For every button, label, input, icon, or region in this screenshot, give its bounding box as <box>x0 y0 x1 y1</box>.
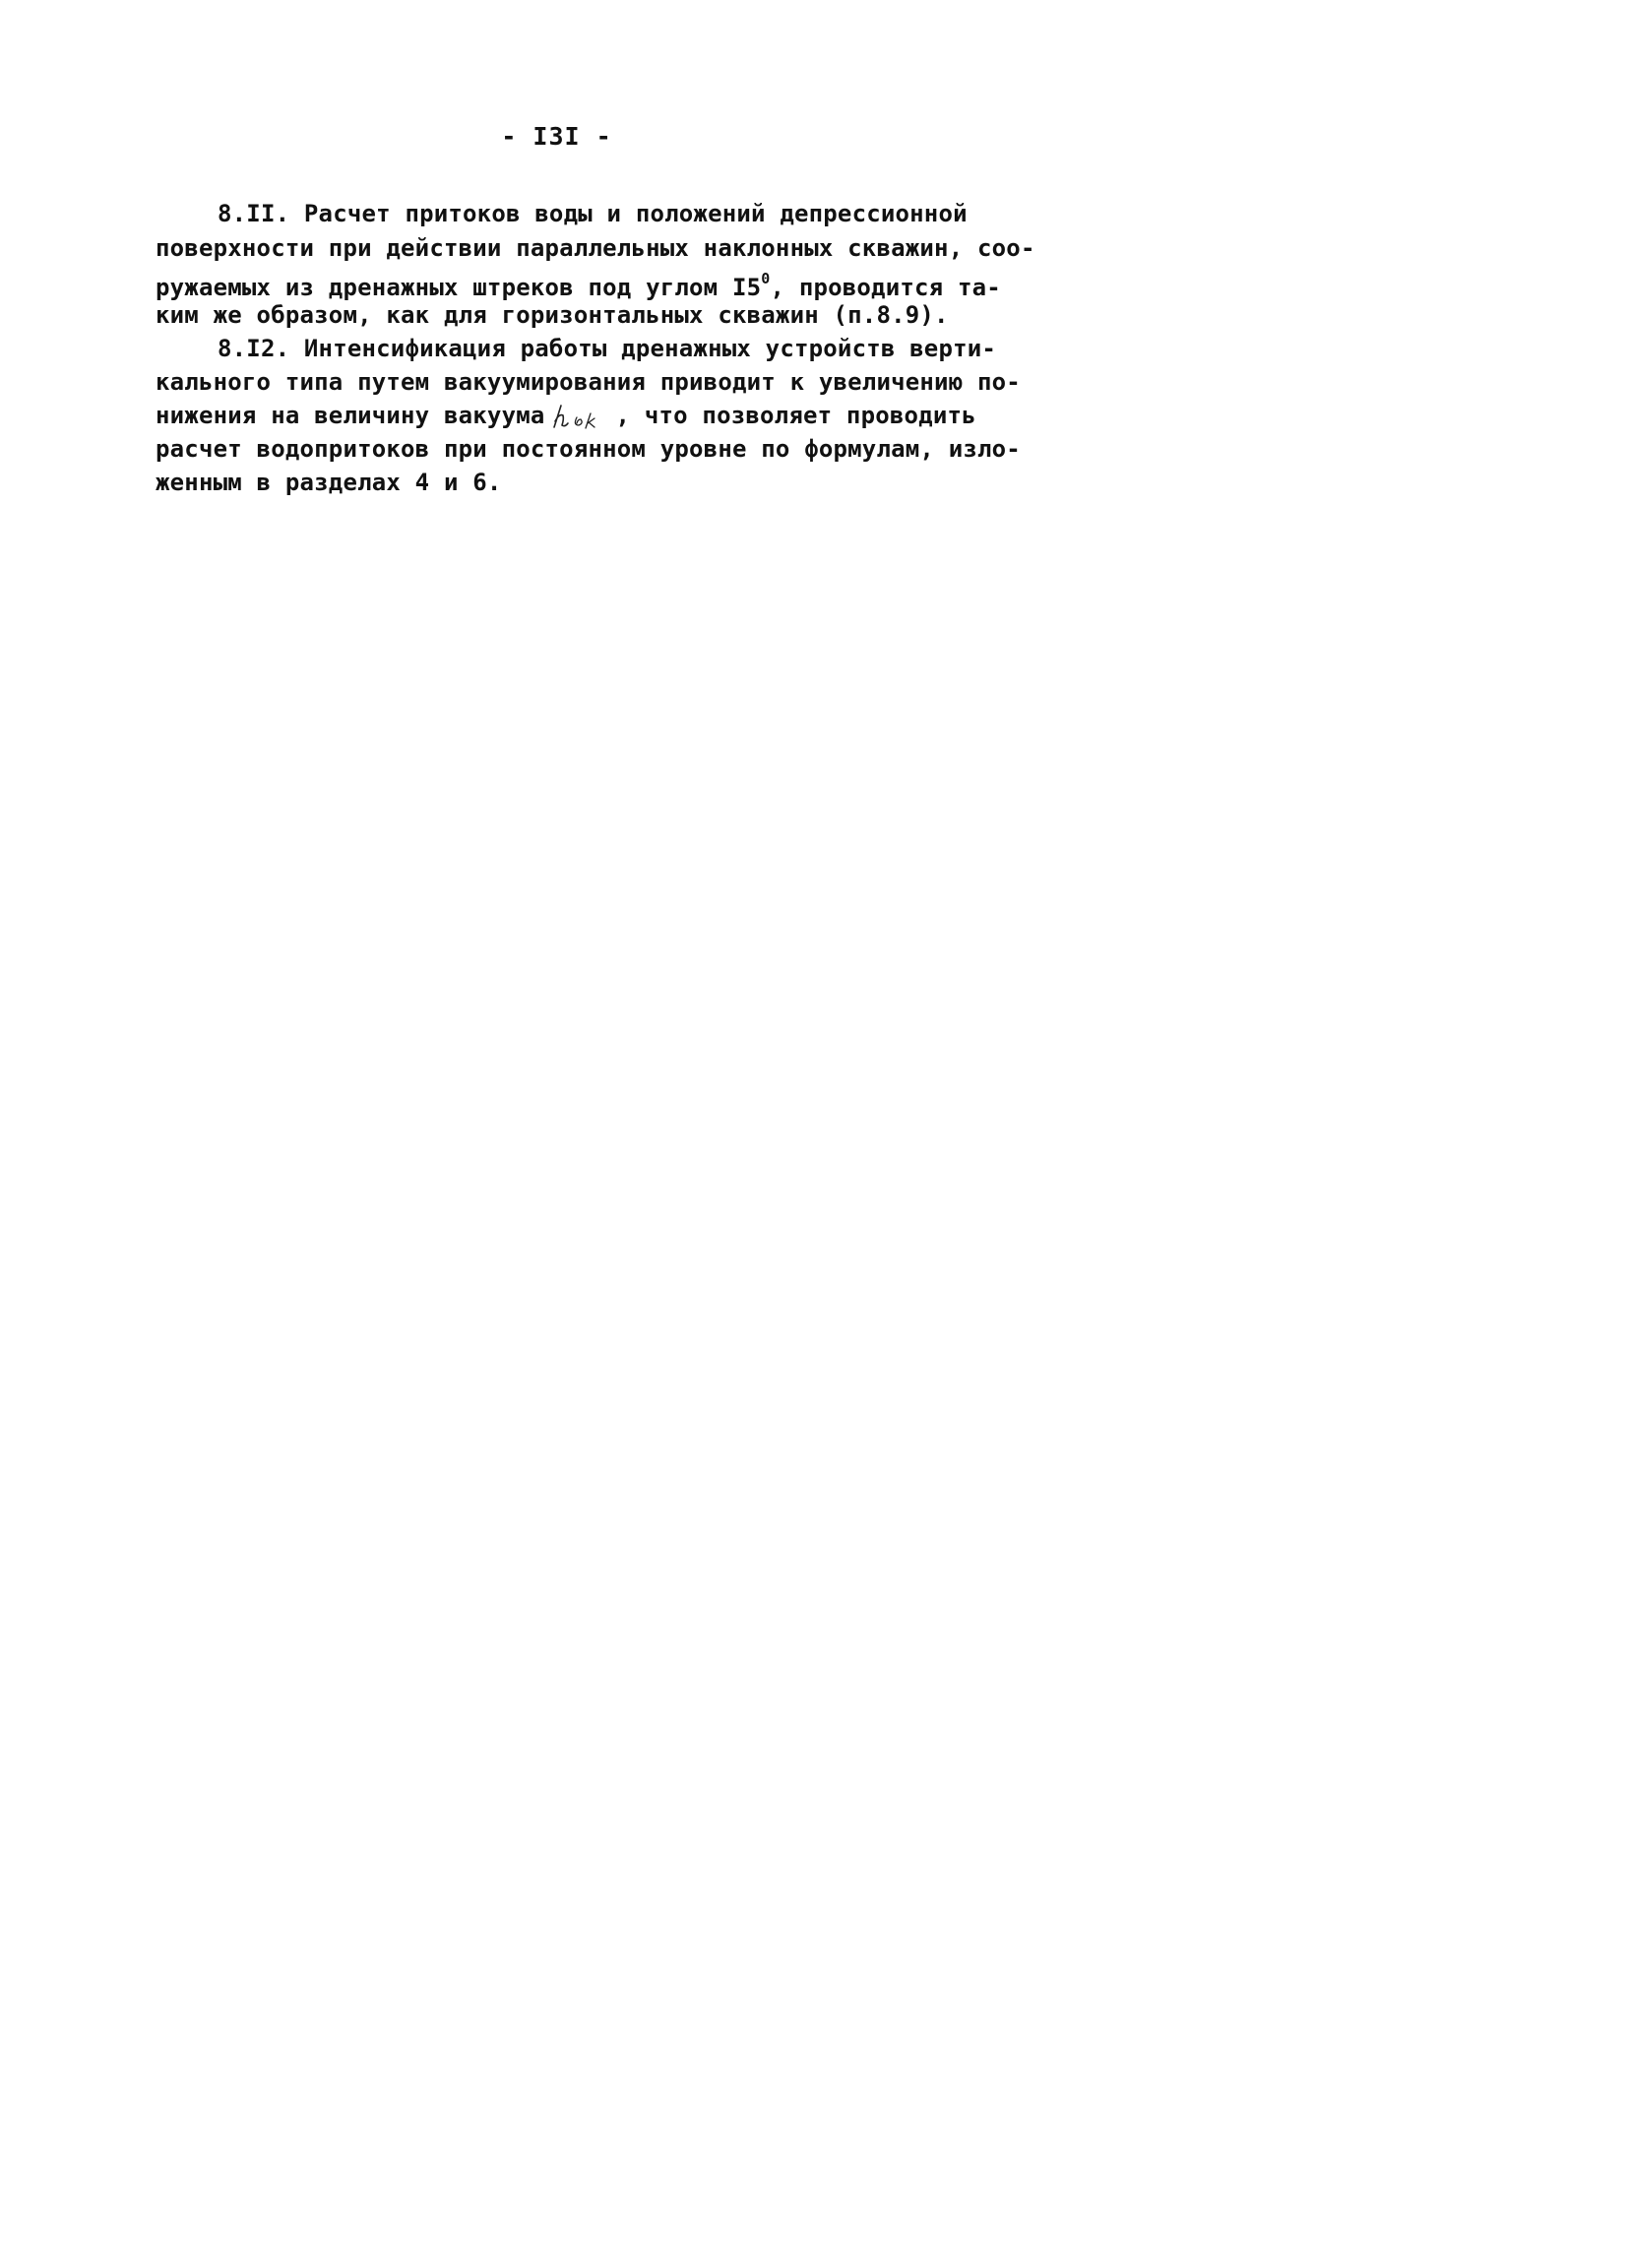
text-segment: , что позволяет проводить <box>615 402 976 429</box>
section-8-12-line-1: 8.I2. Интенсификация работы дренажных устройств верти- <box>218 335 997 362</box>
section-8-11-line-4: ким же образом, как для горизонтальных скважин (п.8.9). <box>156 301 949 329</box>
section-8-12-line-3 <box>156 401 976 430</box>
text-segment: , проводится та- <box>770 274 1001 301</box>
page-number: - I3I - <box>501 122 612 151</box>
section-8-12-line-2: кального типа путем вакуумирования приводит к увеличению по- <box>156 368 1021 396</box>
handwritten-h-vk-icon <box>551 404 614 429</box>
section-8-11-line-3 <box>156 267 1001 302</box>
degree-superscript: 0 <box>761 270 771 287</box>
text-segment: нижения на величину вакуума <box>156 402 545 429</box>
handwritten-formula-symbol <box>551 404 614 429</box>
section-8-12-line-5: женным в разделах 4 и 6. <box>156 469 502 496</box>
section-8-11-line-2: поверхности при действии параллельных наклонных скважин, соо- <box>156 234 1035 262</box>
text-segment: ружаемых из дренажных штреков под углом I5 <box>156 274 762 301</box>
section-8-12-line-4: расчет водопритоков при постоянном уровне по формулам, изло- <box>156 435 1021 463</box>
section-8-11-line-1: 8.II. Расчет притоков воды и положений депрессионной <box>218 200 968 227</box>
